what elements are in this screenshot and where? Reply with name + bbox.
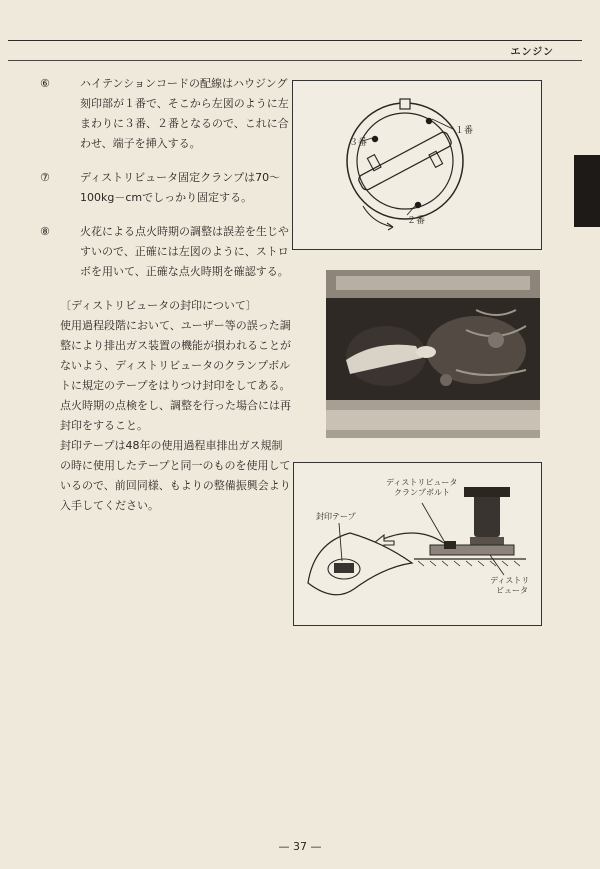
item-number: ⑦ bbox=[40, 171, 50, 184]
label-cylinder-2: ２番 bbox=[407, 216, 426, 226]
engine-photo bbox=[326, 270, 540, 438]
firing-order-figure bbox=[292, 80, 542, 250]
seal-heading: 〔ディストリビュータの封印について〕 bbox=[60, 299, 257, 312]
seal-tape-figure bbox=[293, 462, 542, 626]
header-subrule bbox=[8, 60, 582, 61]
list-item bbox=[40, 222, 292, 282]
seal-section bbox=[60, 296, 292, 516]
seal-paragraph-2: 封印テープは48年の使用過程車排出ガス規制の時に使用したテープと同一のものを使用しているので、前回同様、もよりの整備振興会より入手してください。 bbox=[60, 439, 291, 512]
list-item bbox=[40, 74, 292, 154]
item-number: ⑧ bbox=[40, 225, 50, 238]
label-seal-tape: 封印テープ bbox=[316, 512, 356, 521]
list-item bbox=[40, 168, 292, 208]
label-cylinder-1: １番 bbox=[455, 126, 474, 136]
label-distributor-line1: ディストリ bbox=[490, 576, 530, 585]
engine-photo-illustration bbox=[326, 270, 540, 438]
page-number: — 37 — bbox=[278, 840, 322, 853]
item-number: ⑥ bbox=[40, 77, 50, 90]
left-text-column bbox=[40, 74, 292, 516]
section-title: エンジン bbox=[510, 47, 554, 58]
label-cylinder-3: ３番 bbox=[349, 138, 368, 148]
item-text: 火花による点火時期の調整は誤差を生じやすいので、正確には左図のように、ストロボを用いて、正確な点火時期を確認する。 bbox=[80, 225, 289, 278]
item-text: ハイテンションコードの配線はハウジング刻印部が１番で、そこから左図のように左まわりに３番、２番となるので、これに合わせ、端子を挿入する。 bbox=[80, 77, 289, 150]
label-distributor-line2: ビュータ bbox=[496, 586, 528, 595]
seal-tape-diagram bbox=[294, 463, 541, 625]
item-text: ディストリビュータ固定クランプは70～100kg－cmでしっかり固定する。 bbox=[80, 171, 281, 204]
label-clamp-bolt bbox=[386, 478, 460, 497]
label-clamp-bolt-line1: ディストリビュータ bbox=[386, 478, 458, 487]
header-rule bbox=[8, 40, 582, 41]
firing-order-diagram bbox=[293, 81, 541, 249]
seal-paragraph-1: 使用過程段階において、ユーザー等の誤った調整により排出ガス装置の機能が損われることがないよう、ディストリビュータのクランプボルトに規定のテープをはりつけ封印をしてある。点火時期の点検をし、調整を行った場合には再封印をすること。 bbox=[60, 319, 291, 432]
label-clamp-bolt-line2: クランプボルト bbox=[394, 488, 450, 497]
chapter-tab bbox=[574, 155, 600, 227]
label-distributor bbox=[490, 576, 532, 595]
